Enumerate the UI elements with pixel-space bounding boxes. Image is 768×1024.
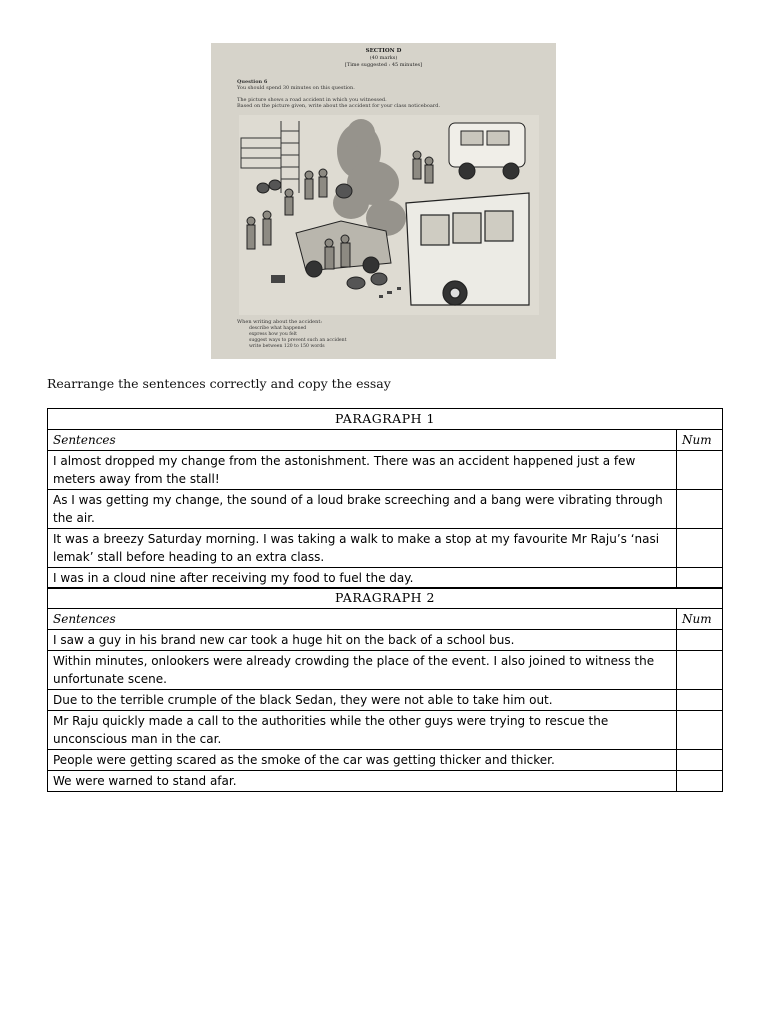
- instruction-bullet: write between 120 to 150 words: [249, 344, 325, 349]
- table-row: [48, 771, 723, 792]
- sentence-cell: Within minutes, onlookers were already crowding the place of the event. I also joined to witness the unfortunate scene.: [48, 651, 677, 690]
- exam-question-photo: [211, 43, 556, 359]
- num-column-header: Num: [677, 609, 723, 630]
- time-text: [Time suggested : 45 minutes]: [344, 62, 423, 68]
- sentence-cell: Due to the terrible crumple of the black Sedan, they were not able to take him out.: [48, 690, 677, 711]
- num-input-cell[interactable]: [677, 651, 723, 690]
- num-input-cell[interactable]: [677, 750, 723, 771]
- question-line-2: The picture shows a road accident in which you witnessed.: [237, 97, 387, 103]
- worksheet-instruction: Rearrange the sentences correctly and copy the essay: [47, 376, 391, 391]
- sentences-column-header: Sentences: [48, 430, 677, 451]
- sentence-cell: I almost dropped my change from the astonishment. There was an accident happened just a few meters away from the stall!: [48, 451, 677, 490]
- section-heading: SECTION D: [365, 48, 402, 54]
- table-row: [48, 568, 723, 589]
- num-input-cell[interactable]: [677, 630, 723, 651]
- num-input-cell[interactable]: [677, 568, 723, 589]
- instruction-bullet: express how you felt: [249, 332, 297, 337]
- marks-text: (40 marks): [369, 55, 398, 61]
- sentence-cell: I saw a guy in his brand new car took a huge hit on the back of a school bus.: [48, 630, 677, 651]
- table-row: [48, 630, 723, 651]
- num-input-cell[interactable]: [677, 690, 723, 711]
- instruction-bullet: suggest ways to prevent such an accident: [249, 338, 347, 343]
- paragraph-title: PARAGRAPH 2: [48, 588, 723, 609]
- sentence-cell: As I was getting my change, the sound of a loud brake screeching and a bang were vibrating through the air.: [48, 490, 677, 529]
- question-line-3: Based on the picture given, write about the accident for your class noticeboard.: [237, 103, 441, 109]
- instruction-bullet: describe what happened: [249, 326, 307, 331]
- num-input-cell[interactable]: [677, 451, 723, 490]
- question-number: Question 6: [237, 79, 268, 85]
- sentence-cell: Mr Raju quickly made a call to the authorities while the other guys were trying to rescue the unconscious man in the car.: [48, 711, 677, 750]
- writing-instructions-heading: When writing about the accident:: [237, 319, 323, 325]
- question-line-1: You should spend 30 minutes on this question.: [237, 85, 355, 91]
- table-row: [48, 750, 723, 771]
- sentence-cell: We were warned to stand afar.: [48, 771, 677, 792]
- table-row: [48, 651, 723, 690]
- table-row: [48, 490, 723, 529]
- table-row: [48, 451, 723, 490]
- paragraph-1-table: [47, 408, 723, 589]
- sentences-column-header: Sentences: [48, 609, 677, 630]
- table-row: [48, 529, 723, 568]
- num-input-cell[interactable]: [677, 490, 723, 529]
- table-row: [48, 690, 723, 711]
- num-input-cell[interactable]: [677, 771, 723, 792]
- table-row: [48, 711, 723, 750]
- paragraph-title: PARAGRAPH 1: [48, 409, 723, 430]
- num-input-cell[interactable]: [677, 529, 723, 568]
- num-column-header: Num: [677, 430, 723, 451]
- sentence-cell: It was a breezy Saturday morning. I was taking a walk to make a stop at my favourite Mr Raju’s ‘nasi lemak’ stall before heading to an extra class.: [48, 529, 677, 568]
- sentence-cell: People were getting scared as the smoke of the car was getting thicker and thicker.: [48, 750, 677, 771]
- paragraph-2-table: [47, 587, 723, 792]
- sentence-cell: I was in a cloud nine after receiving my food to fuel the day.: [48, 568, 677, 589]
- accident-illustration: [211, 43, 556, 359]
- num-input-cell[interactable]: [677, 711, 723, 750]
